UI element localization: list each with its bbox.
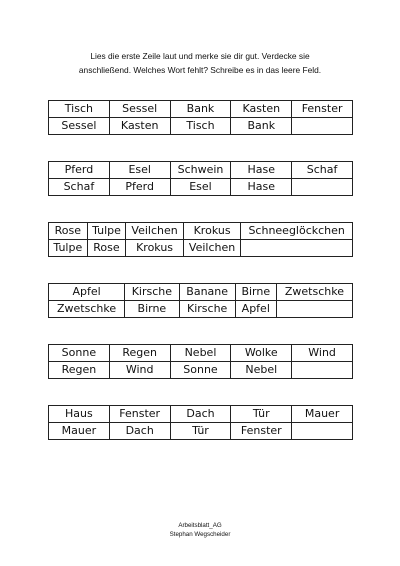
word-cell: Sonne xyxy=(170,362,231,379)
word-cell: Tisch xyxy=(49,101,110,118)
instructions-line-2: anschließend. Welches Wort fehlt? Schreibe es in das leere Feld. xyxy=(78,65,322,75)
word-cell: Tür xyxy=(170,423,231,440)
word-cell: Zwetschke xyxy=(276,284,352,301)
word-cell: Pferd xyxy=(109,179,170,196)
exercise-row-first xyxy=(49,406,353,423)
word-cell: Rose xyxy=(49,223,88,240)
word-cell: Pferd xyxy=(49,162,110,179)
word-cell: Fenster xyxy=(292,101,353,118)
word-cell: Wind xyxy=(292,345,353,362)
answer-cell[interactable] xyxy=(292,423,353,440)
word-cell: Apfel xyxy=(235,301,276,318)
word-cell: Kirsche xyxy=(125,284,179,301)
word-cell: Sonne xyxy=(49,345,110,362)
answer-cell[interactable] xyxy=(276,301,352,318)
exercise-row-second xyxy=(49,118,353,135)
word-cell: Bank xyxy=(231,118,292,135)
word-cell: Nebel xyxy=(170,345,231,362)
exercise-row-second xyxy=(49,362,353,379)
word-cell: Esel xyxy=(170,179,231,196)
word-cell: Wind xyxy=(109,362,170,379)
word-cell: Hase xyxy=(231,162,292,179)
exercise-row-second xyxy=(49,179,353,196)
word-cell: Apfel xyxy=(49,284,125,301)
footer xyxy=(0,521,400,539)
answer-cell[interactable] xyxy=(241,240,353,257)
exercise-table-1 xyxy=(48,100,353,135)
word-cell: Regen xyxy=(49,362,110,379)
word-cell: Kirsche xyxy=(179,301,235,318)
word-cell: Tür xyxy=(231,406,292,423)
word-cell: Haus xyxy=(49,406,110,423)
word-cell: Fenster xyxy=(109,406,170,423)
word-cell: Schaf xyxy=(49,179,110,196)
footer-author: Stephan Wegscheider xyxy=(169,531,231,538)
word-cell: Mauer xyxy=(49,423,110,440)
exercise-table-3 xyxy=(48,222,353,257)
word-cell: Dach xyxy=(109,423,170,440)
answer-cell[interactable] xyxy=(292,118,353,135)
word-cell: Schwein xyxy=(170,162,231,179)
word-cell: Tisch xyxy=(170,118,231,135)
exercise-row-first xyxy=(49,101,353,118)
word-cell: Hase xyxy=(231,179,292,196)
word-cell: Bank xyxy=(170,101,231,118)
exercise-row-second xyxy=(49,423,353,440)
word-cell: Krokus xyxy=(183,223,241,240)
word-cell: Mauer xyxy=(292,406,353,423)
word-cell: Zwetschke xyxy=(49,301,125,318)
word-cell: Schaf xyxy=(292,162,353,179)
exercise-row-first xyxy=(49,345,353,362)
word-cell: Banane xyxy=(179,284,235,301)
word-cell: Dach xyxy=(170,406,231,423)
word-cell: Tulpe xyxy=(49,240,88,257)
word-cell: Birne xyxy=(235,284,276,301)
word-cell: Esel xyxy=(109,162,170,179)
instructions xyxy=(0,49,400,77)
word-cell: Schneeglöckchen xyxy=(241,223,353,240)
word-cell: Veilchen xyxy=(126,223,184,240)
exercise-table-2 xyxy=(48,161,353,196)
exercise-table-5 xyxy=(48,344,353,379)
word-cell: Veilchen xyxy=(183,240,241,257)
exercise-row-first xyxy=(49,223,353,240)
word-cell: Wolke xyxy=(231,345,292,362)
exercise-table-4 xyxy=(48,283,353,318)
word-cell: Sessel xyxy=(49,118,110,135)
word-cell: Regen xyxy=(109,345,170,362)
word-cell: Rose xyxy=(87,240,126,257)
word-cell: Fenster xyxy=(231,423,292,440)
word-cell: Kasten xyxy=(109,118,170,135)
exercise-row-second xyxy=(49,240,353,257)
exercise-row-second xyxy=(49,301,353,318)
word-cell: Birne xyxy=(125,301,179,318)
word-cell: Tulpe xyxy=(87,223,126,240)
word-cell: Krokus xyxy=(126,240,184,257)
answer-cell[interactable] xyxy=(292,179,353,196)
exercise-table-6 xyxy=(48,405,353,440)
answer-cell[interactable] xyxy=(292,362,353,379)
footer-worksheet-name: Arbeitsblatt_AG xyxy=(178,522,222,529)
exercise-row-first xyxy=(49,162,353,179)
instructions-line-1: Lies die erste Zeile laut und merke sie dir gut. Verdecke sie xyxy=(90,51,310,61)
exercise-row-first xyxy=(49,284,353,301)
word-cell: Kasten xyxy=(231,101,292,118)
word-cell: Nebel xyxy=(231,362,292,379)
word-cell: Sessel xyxy=(109,101,170,118)
